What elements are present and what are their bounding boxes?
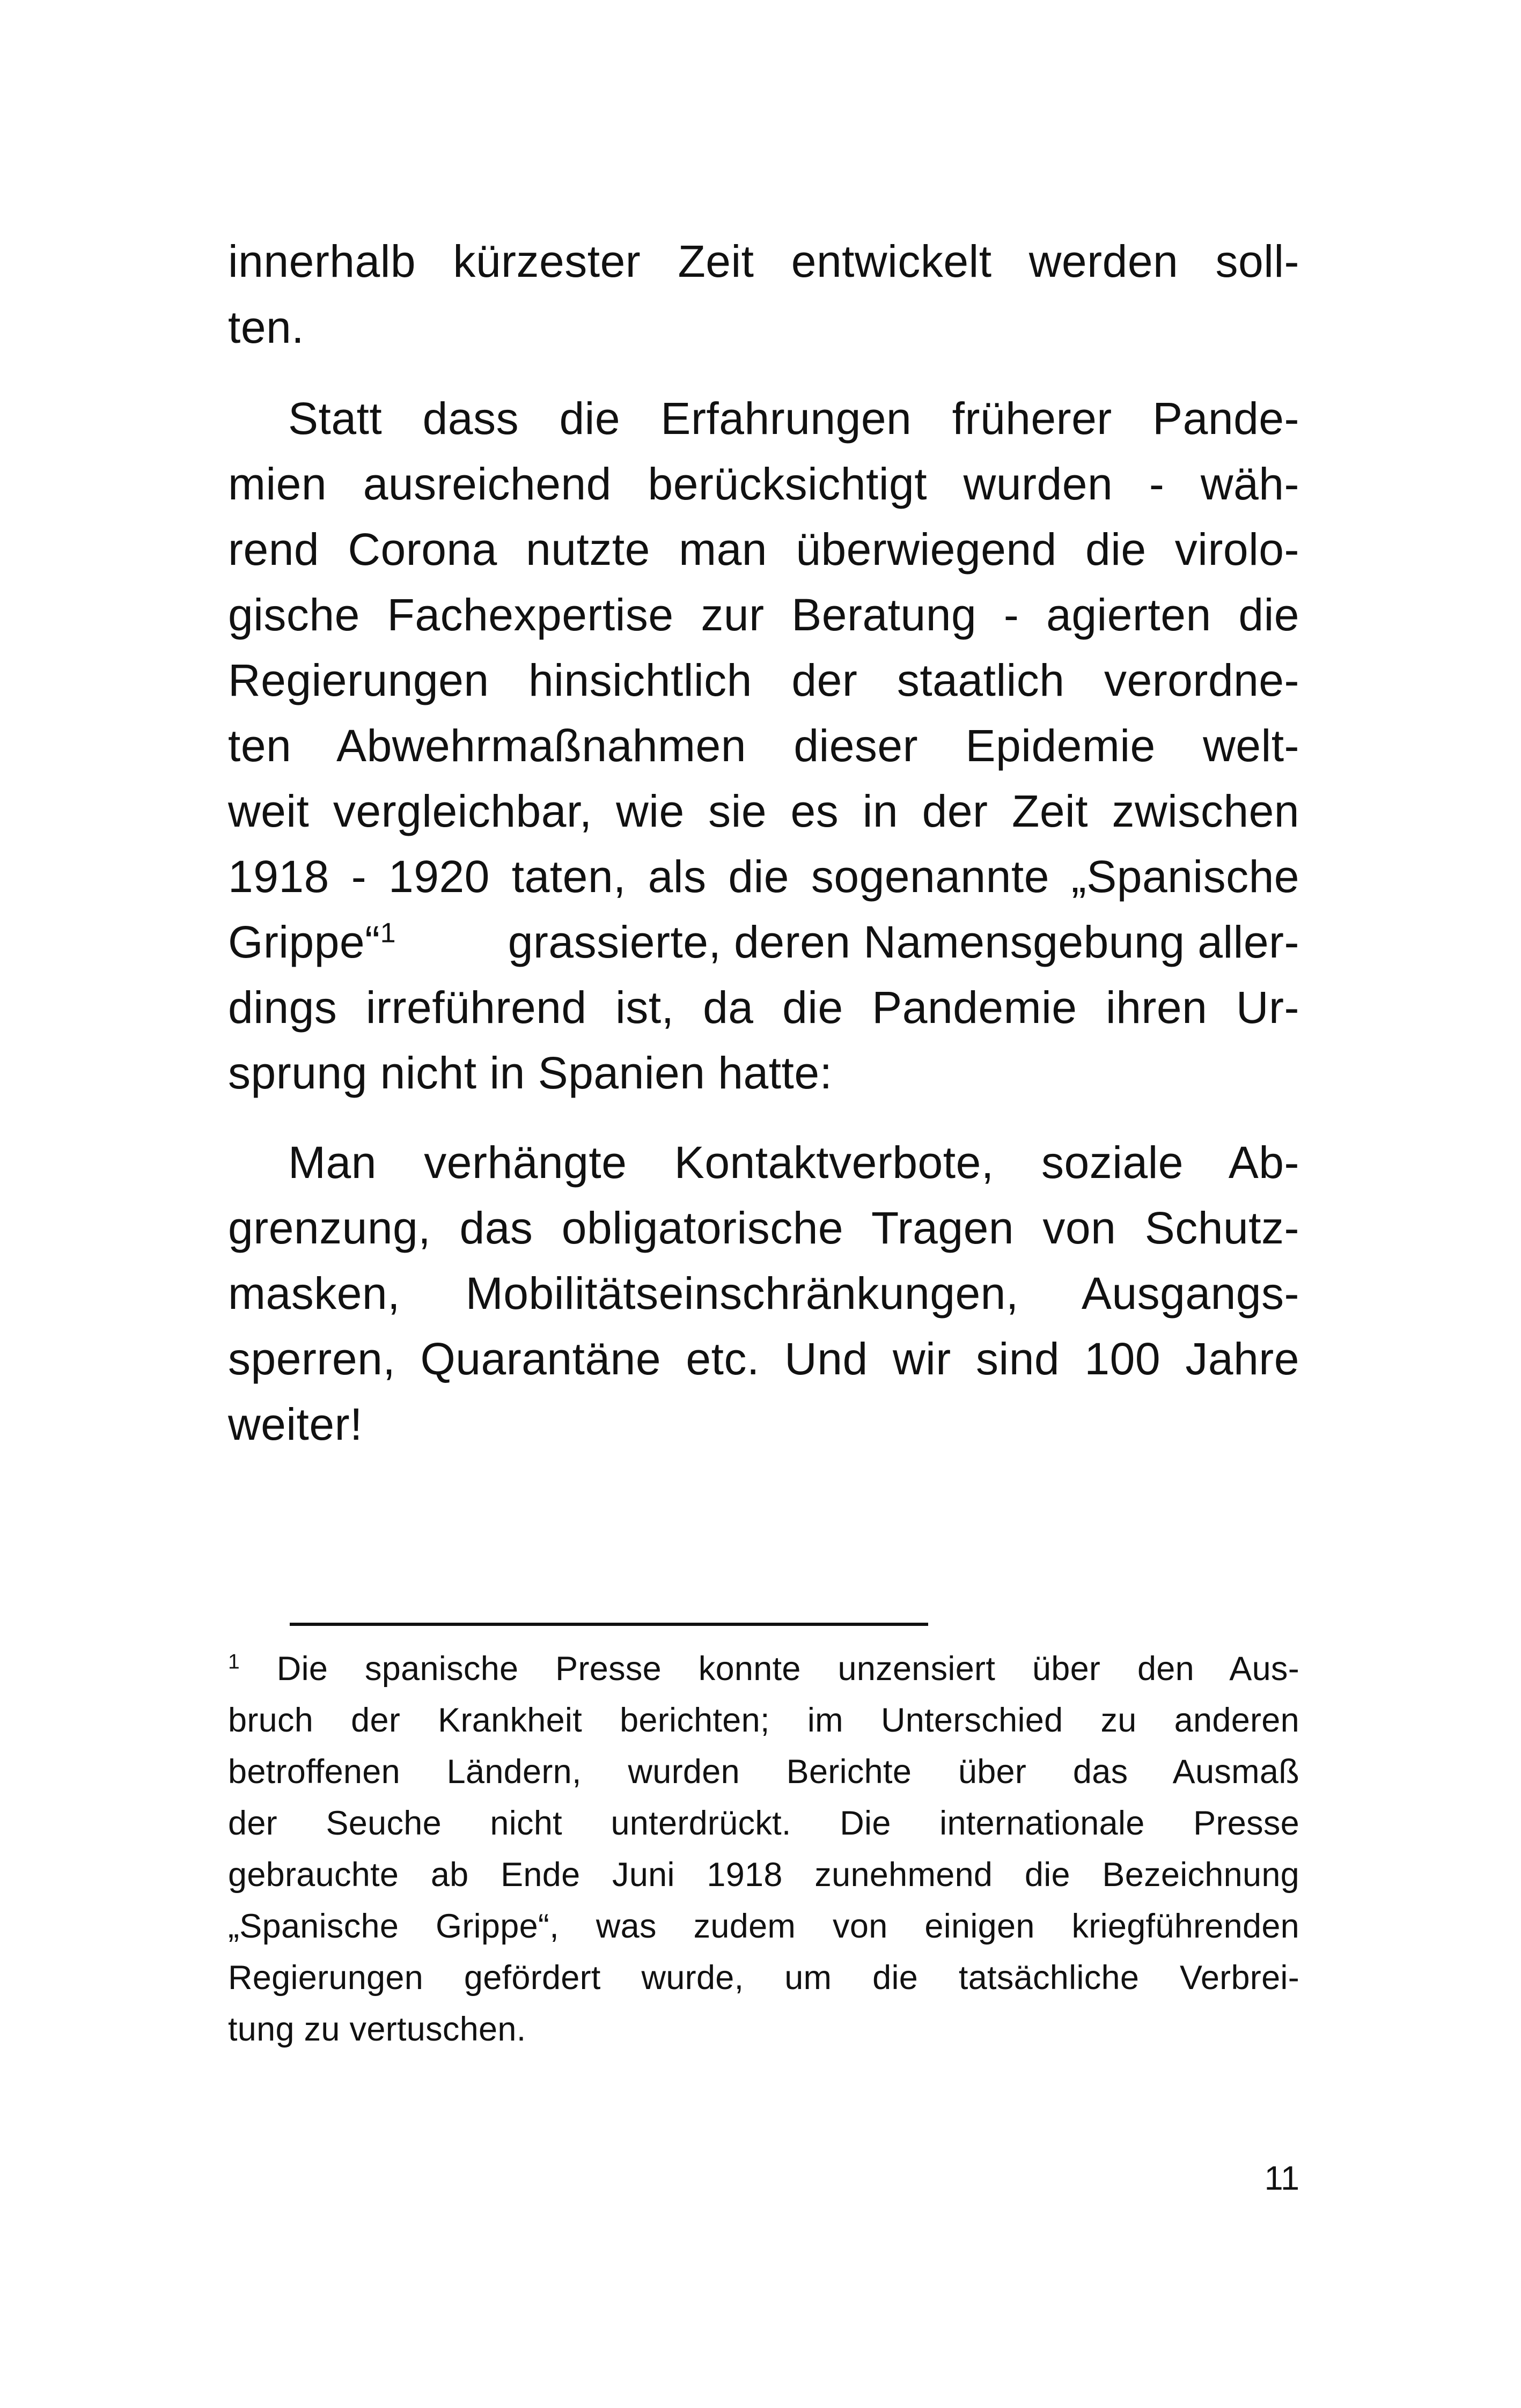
footnote-marker: 1 — [228, 1650, 240, 1674]
footnote-line-2: bruch der Krankheit berichten; im Unterschied zu anderen — [228, 1702, 1299, 1739]
footnote-line-1-text: Die spanische Presse konnte unzensiert über den Aus- — [240, 1650, 1299, 1688]
body-line-11-rest: grassierte, deren Namensgebung aller- — [495, 917, 1299, 967]
footnote-line-4: der Seuche nicht unterdrückt. Die internationale Presse — [228, 1805, 1299, 1842]
footnote-line-1 — [228, 1652, 1299, 1686]
body-line-15: grenzung, das obligatorische Tragen von Schutz- — [228, 1203, 1299, 1253]
body-line-6: gische Fachexpertise zur Beratung - agierten die — [228, 590, 1299, 640]
body-line-14: Man verhängte Kontaktverbote, soziale Ab- — [288, 1137, 1299, 1188]
footnote-reference: 1 — [380, 917, 396, 949]
footnote-line-8: tung zu vertuschen. — [228, 2011, 526, 2048]
body-line-9: weit vergleichbar, wie sie es in der Zeit zwischen — [228, 786, 1299, 836]
grippe-word — [228, 917, 396, 967]
body-line-11 — [228, 917, 1299, 967]
body-line-12: dings irreführend ist, da die Pandemie ihren Ur- — [228, 982, 1299, 1033]
body-line-3: Statt dass die Erfahrungen früherer Pande- — [288, 393, 1299, 444]
footnote-line-3: betroffenen Ländern, wurden Berichte über das Ausmaß — [228, 1753, 1299, 1791]
body-line-18: weiter! — [228, 1399, 363, 1449]
page-number: 11 — [1264, 2160, 1299, 2197]
body-line-4: mien ausreichend berücksichtigt wurden - wäh- — [228, 459, 1299, 509]
footnote-separator — [290, 1623, 928, 1626]
body-line-8: ten Abwehrmaßnahmen dieser Epidemie welt- — [228, 720, 1299, 771]
grippe-text: Grippe“ — [228, 917, 380, 967]
body-line-17: sperren, Quarantäne etc. Und wir sind 100 Jahre — [228, 1334, 1299, 1384]
body-line-13: sprung nicht in Spanien hatte: — [228, 1048, 833, 1098]
body-line-16: masken, Mobilitätseinschränkungen, Ausgangs- — [228, 1268, 1299, 1319]
body-line-10: 1918 - 1920 taten, als die sogenannte „Spanische — [228, 851, 1299, 902]
footnote-line-5: gebrauchte ab Ende Juni 1918 zunehmend die Bezeichnung — [228, 1856, 1299, 1894]
body-line-1: innerhalb kürzester Zeit entwickelt werden soll- — [228, 236, 1299, 286]
body-line-7: Regierungen hinsichtlich der staatlich verordne- — [228, 655, 1299, 705]
footnote-line-7: Regierungen gefördert wurde, um die tatsächliche Verbrei- — [228, 1959, 1299, 1997]
body-line-5: rend Corona nutzte man überwiegend die virolo- — [228, 524, 1299, 575]
body-line-2: ten. — [228, 302, 305, 352]
footnote-line-6: „Spanische Grippe“, was zudem von einigen kriegführenden — [228, 1908, 1299, 1945]
